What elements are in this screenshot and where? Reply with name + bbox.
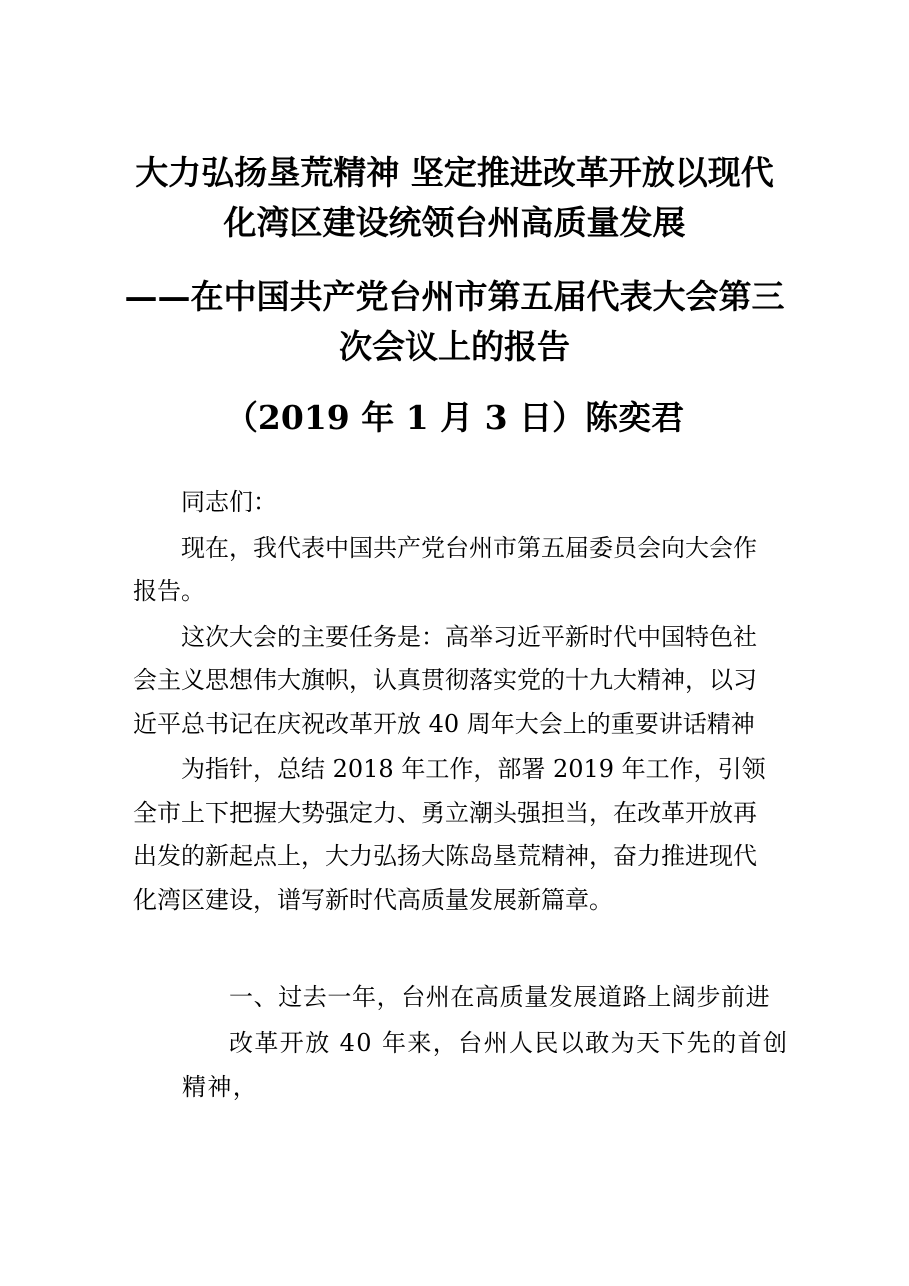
paragraph-3: 为指针，总结 2018 年工作，部署 2019 年工作，引领全市上下把握大势强定力、勇立潮头强担当，在改革开放再出发的新起点上，大力弘扬大陈岛垦荒精神，奋力推进现代化湾区建设，谱写新时代高质量发展新篇章。 bbox=[133, 755, 766, 914]
subtitle-line-1: ——在中国共产党台州市第五届代表大会第三 bbox=[124, 277, 785, 316]
title-line-1: 大力弘扬垦荒精神 坚定推进改革开放以现代 bbox=[135, 153, 774, 192]
subtitle-line-2: 次会议上的报告 bbox=[339, 327, 570, 366]
paragraph-2: 这次大会的主要任务是：高举习近平新时代中国特色社会主义思想伟大旗帜，认真贯彻落实党的十九大精神，以习近平总书记在庆祝改革开放 40 周年大会上的重要讲话精神 bbox=[133, 622, 757, 738]
salutation: 同志们： bbox=[181, 488, 277, 516]
document-title bbox=[0, 148, 909, 248]
date-author-line: （2019 年 1 月 3 日）陈奕君 bbox=[224, 398, 685, 437]
title-line-2: 化湾区建设统领台州高质量发展 bbox=[223, 203, 686, 242]
document-subtitle bbox=[0, 272, 909, 372]
paragraph-4: 改革开放 40 年来，台州人民以敢为天下先的首创精神， bbox=[182, 1029, 789, 1101]
section-heading-1: 一、过去一年，台州在高质量发展道路上阔步前进 bbox=[229, 983, 771, 1011]
paragraph-1: 现在，我代表中国共产党台州市第五届委员会向大会作报告。 bbox=[133, 533, 757, 605]
document-body bbox=[133, 481, 773, 922]
